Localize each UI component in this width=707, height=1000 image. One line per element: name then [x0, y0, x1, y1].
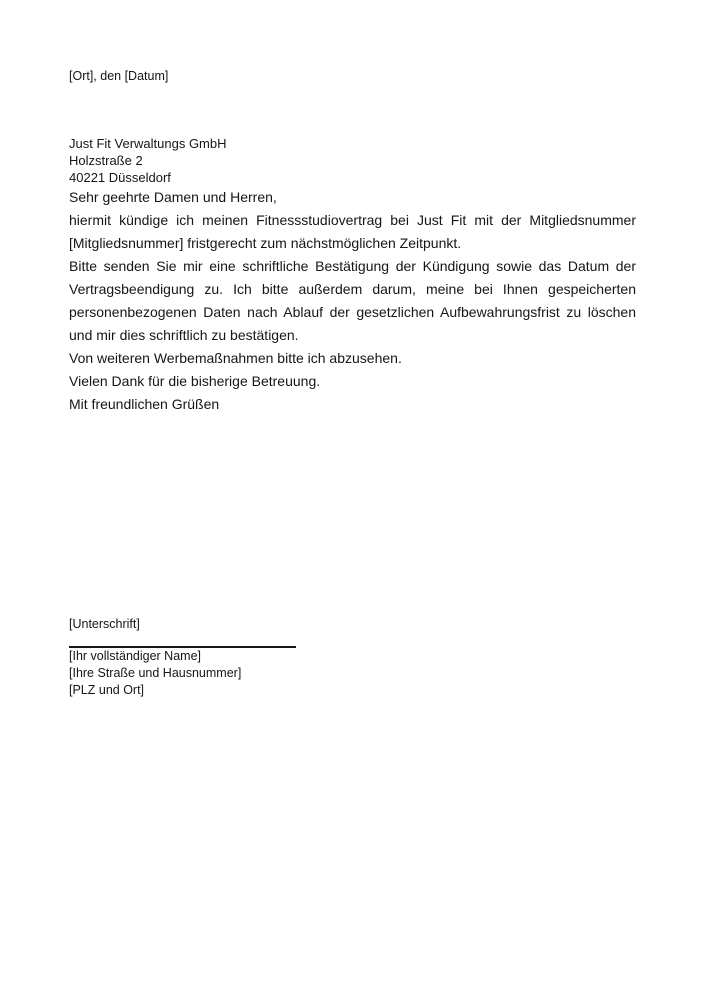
date-line: [Ort], den [Datum] [69, 69, 169, 83]
salutation: Sehr geehrte Damen und Herren, [69, 189, 277, 205]
sender-street: [Ihre Straße und Hausnummer] [69, 666, 242, 680]
paragraph-confirmation-request: Bitte senden Sie mir eine schriftliche Bestätigung der Kündigung sowie das Datum der Vertragsbeendigung zu. Ich bitte außerdem darum, meine bei Ihnen gespeicherten personenbezogenen Daten nach Ablauf der gesetzlichen Aufbewahrungsfrist zu löschen und mir dies schriftlich zu bestätigen. [69, 258, 636, 343]
signature-placeholder: [Unterschrift] [69, 617, 140, 631]
closing-greeting: Mit freundlichen Grüßen [69, 396, 220, 412]
recipient-address [69, 135, 636, 186]
sender-name: [Ihr vollständiger Name] [69, 649, 202, 663]
paragraph-cancellation: hiermit kündige ich meinen Fitnessstudiovertrag bei Just Fit mit der Mitgliedsnummer [Mitgliedsnummer] fristgerecht zum nächstmöglichen Zeitpunkt. [69, 212, 636, 251]
recipient-street: Holzstraße 2 [69, 153, 143, 168]
paragraph-no-advertising: Von weiteren Werbemaßnahmen bitte ich abzusehen. [69, 350, 402, 366]
recipient-city: 40221 Düsseldorf [69, 170, 171, 185]
paragraph-thanks: Vielen Dank für die bisherige Betreuung. [69, 373, 321, 389]
signature-block [69, 617, 636, 699]
sender-city: [PLZ und Ort] [69, 683, 145, 697]
recipient-name: Just Fit Verwaltungs GmbH [69, 136, 227, 151]
